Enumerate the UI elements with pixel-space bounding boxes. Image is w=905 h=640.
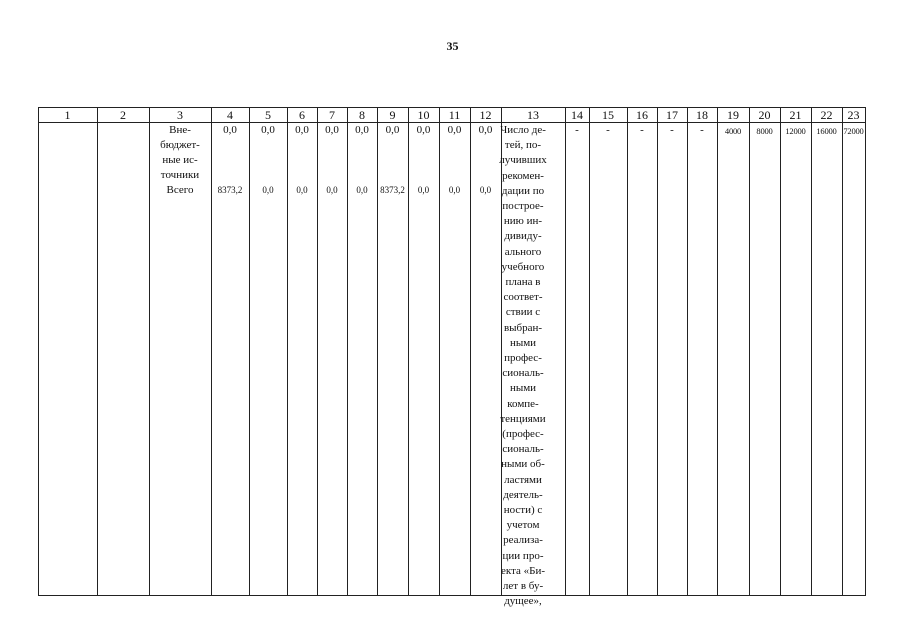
column-number-header: 18: [696, 108, 708, 122]
column-number-header: 8: [359, 108, 365, 122]
indicator-line: компе-: [507, 397, 539, 410]
indicator-line: реализа-: [503, 534, 543, 547]
column-number-header: 10: [417, 108, 430, 122]
total-value-cell: 0,0: [296, 185, 308, 195]
column-number-header: 4: [227, 108, 233, 122]
column-divider: [287, 107, 288, 596]
budget-value-cell: 0,0: [416, 124, 431, 136]
column-divider: [589, 107, 590, 596]
target-value-cell: 12000: [785, 126, 806, 136]
column-number-header: 5: [265, 108, 271, 122]
column-number-header: 14: [571, 108, 583, 122]
total-value-cell: 0,0: [417, 185, 430, 195]
indicator-line: ального: [504, 245, 542, 258]
target-value-cell: 8000: [756, 126, 773, 136]
indicator-line: построе-: [502, 200, 544, 213]
table-bottom-border: [38, 595, 866, 596]
budget-value-cell: 0,0: [478, 124, 493, 136]
indicator-line: ствии с: [505, 306, 541, 319]
indicator-line: дивиду-: [504, 230, 542, 243]
column-divider: [657, 107, 658, 596]
budget-value-cell: 0,0: [295, 124, 309, 136]
column-number-header: 16: [636, 108, 648, 122]
row-budget-source-label: [150, 123, 210, 183]
column-divider: [717, 107, 718, 596]
column-divider: [565, 107, 566, 596]
indicator-line: тей, по-: [504, 139, 542, 152]
column-divider: [749, 107, 750, 596]
column-divider: [347, 107, 348, 596]
column-divider: [687, 107, 688, 596]
indicator-line: учебного: [501, 260, 545, 273]
column-divider: [439, 107, 440, 596]
budget-value-cell: 0,0: [447, 124, 462, 136]
column-divider: [97, 107, 98, 596]
column-number-header: 1: [64, 108, 71, 122]
page-number: 35: [446, 39, 459, 53]
column-number-header: 12: [479, 108, 492, 122]
budget-value-cell: 0,0: [261, 124, 275, 136]
budget-value-cell: 0,0: [385, 124, 400, 136]
column-number-header: 21: [789, 108, 802, 122]
indicator-line: лет в бу-: [502, 580, 544, 593]
dash-cell: -: [700, 124, 704, 136]
total-value-cell: 0,0: [326, 185, 338, 195]
column-number-header: 7: [329, 108, 335, 122]
indicator-description: [489, 123, 557, 610]
budget-source-line: Вне-: [169, 124, 191, 136]
total-value-cell: 8373,2: [217, 185, 243, 195]
total-value-cell: 8373,2: [380, 185, 405, 195]
indicator-line: выбран-: [503, 321, 543, 334]
column-divider: [780, 107, 781, 596]
indicator-line: ции про-: [502, 549, 544, 562]
column-number-header: 22: [820, 108, 833, 122]
budget-source-line: ные ис-: [162, 154, 198, 166]
dash-cell: -: [640, 124, 644, 136]
dash-cell: -: [575, 124, 579, 136]
budget-source-line: точники: [160, 169, 200, 181]
total-value-cell: 0,0: [356, 185, 368, 195]
column-number-header: 2: [120, 108, 126, 122]
indicator-line: рекомен-: [502, 169, 544, 182]
dash-cell: -: [606, 124, 610, 136]
indicator-line: деятель-: [503, 488, 543, 501]
column-number-header: 15: [602, 108, 614, 122]
total-value-cell: 0,0: [479, 185, 492, 195]
indicator-line: дации по: [501, 184, 545, 197]
budget-value-cell: 0,0: [223, 124, 237, 136]
indicator-line: екта «Би-: [500, 564, 546, 577]
indicator-line: Число де-: [500, 124, 546, 136]
budget-source-line: бюджет-: [160, 139, 200, 151]
data-table: [38, 107, 866, 608]
column-number-header: 9: [389, 108, 396, 122]
budget-value-cell: 0,0: [355, 124, 369, 136]
indicator-line: ными: [509, 382, 537, 395]
column-number-header: 23: [847, 108, 860, 122]
column-divider: [470, 107, 471, 596]
column-divider: [377, 107, 378, 596]
indicator-line: лучивших: [499, 154, 547, 167]
column-divider: [842, 107, 843, 596]
indicator-line: соответ-: [503, 291, 543, 304]
indicator-line: ными об-: [501, 458, 545, 471]
column-divider: [408, 107, 409, 596]
column-divider: [211, 107, 212, 596]
indicator-line: сиональ-: [502, 367, 544, 380]
budget-value-cell: 0,0: [325, 124, 339, 136]
column-number-header: 13: [527, 108, 539, 122]
column-number-header: 6: [299, 108, 305, 122]
column-number-header: 3: [177, 108, 183, 122]
target-value-cell: 16000: [816, 126, 837, 136]
indicator-line: плана в: [505, 276, 541, 289]
indicator-line: профес-: [504, 352, 542, 365]
column-divider: [811, 107, 812, 596]
column-number-header: 17: [666, 108, 678, 122]
indicator-line: ластями: [504, 473, 542, 486]
column-divider: [249, 107, 250, 596]
indicator-line: тенциями: [500, 412, 546, 425]
indicator-line: ности) с: [503, 504, 543, 517]
indicator-line: ными: [509, 336, 537, 349]
dash-cell: -: [670, 124, 674, 136]
target-value-cell: 4000: [724, 126, 742, 136]
column-divider: [317, 107, 318, 596]
total-value-cell: 0,0: [448, 185, 461, 195]
indicator-line: (профес-: [502, 428, 544, 441]
indicator-line: сиональ-: [502, 443, 544, 456]
column-number-header: 19: [727, 108, 739, 122]
indicator-line: учетом: [506, 519, 540, 532]
target-value-cell: 72000: [843, 126, 864, 136]
column-number-header: 20: [758, 108, 771, 122]
indicator-line: нию ин-: [503, 215, 543, 228]
column-number-header: 11: [448, 108, 461, 122]
column-divider: [38, 107, 39, 596]
column-divider: [865, 107, 866, 596]
indicator-line: дущее»,: [504, 595, 542, 608]
total-value-cell: 0,0: [262, 185, 274, 195]
column-divider: [627, 107, 628, 596]
row-total-label: Всего: [166, 184, 194, 196]
